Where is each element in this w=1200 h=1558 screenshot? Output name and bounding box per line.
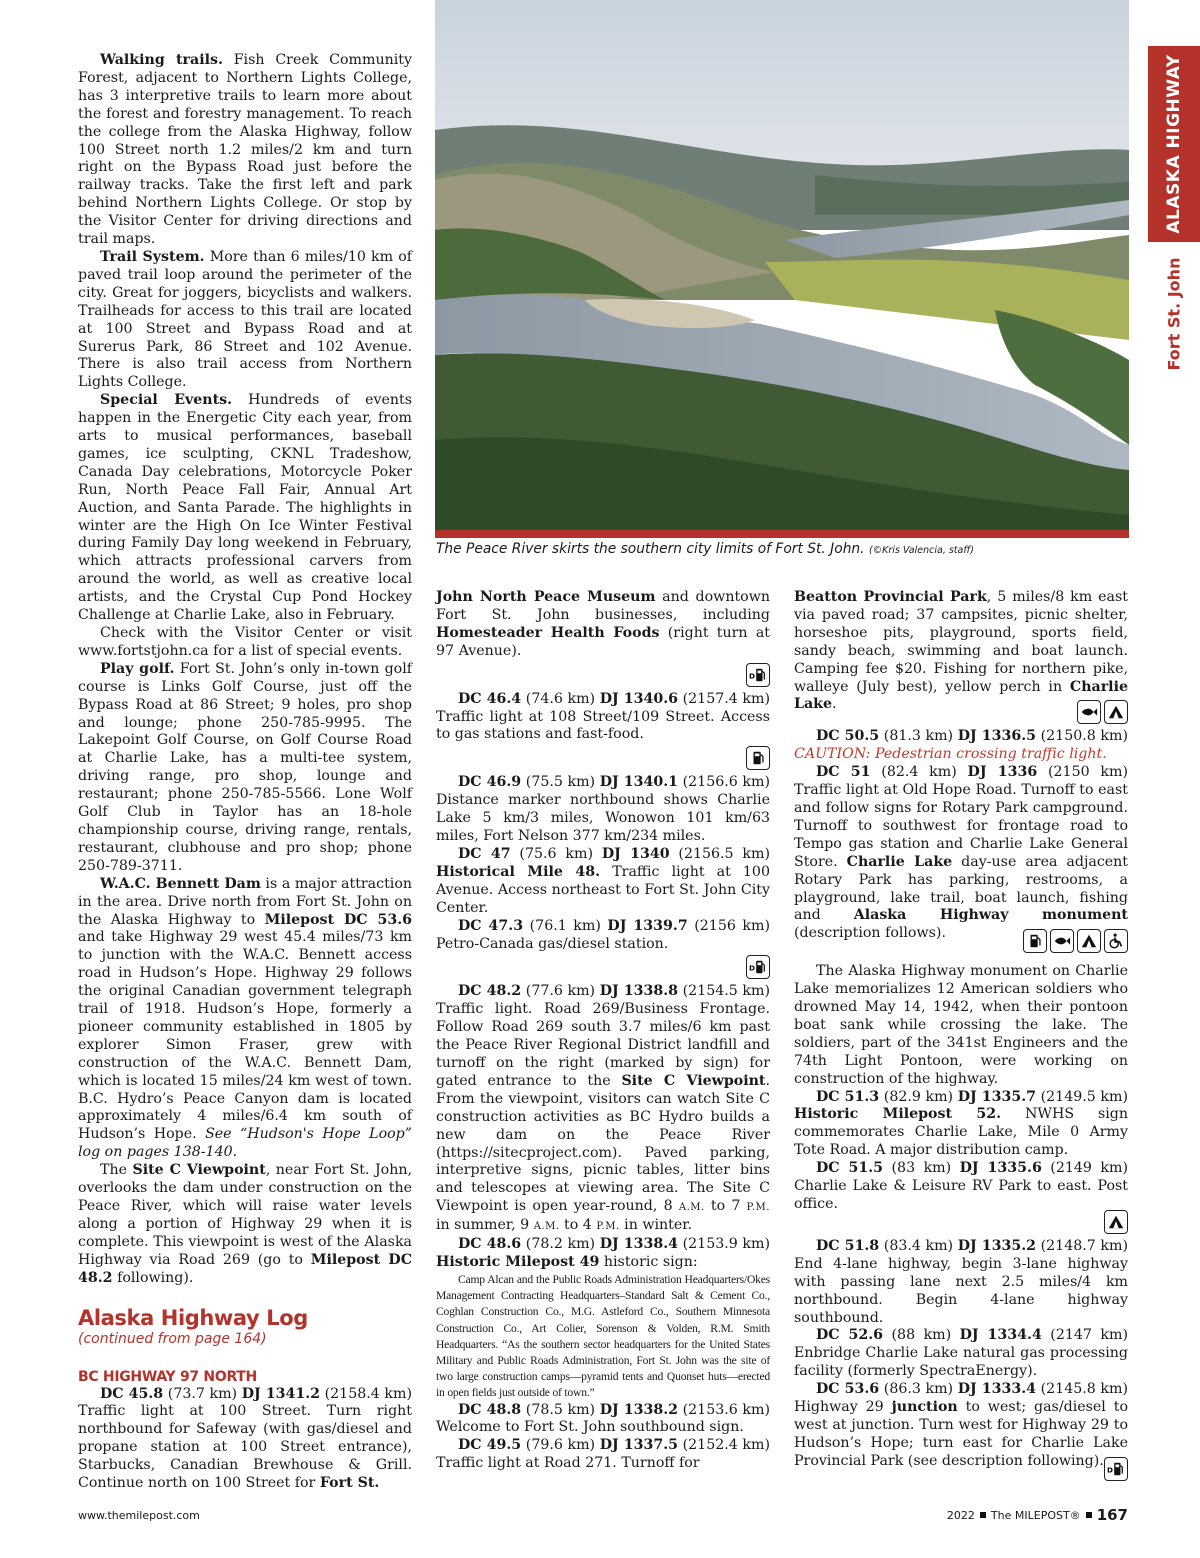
camping-icon [1077,929,1101,953]
log-entry-dc46-4: DC 46.4 (74.6 km) DJ 1340.6 (2157.4 km) Traffic light at 108 Street/109 Street. Access to gas stations and fast-food. [436,690,770,743]
column-3 [794,589,1128,1485]
footer-page-info [947,1506,1128,1524]
log-entry-dc48-2: DC 48.2 (77.6 km) DJ 1338.8 (2154.5 km) Traffic light. Road 269/Business Frontage. Follow Road 269 south 3.7 miles/6 km past the Peace River Regional District landfill and turnoff on the right (marked by sign) for gated entrance to the Site C Viewpoint. From the viewpoint, visitors can watch Site C construction activities as BC Hydro builds a new dam on the Peace River (https://sitecproject.com). Paved parking, interpretive signs, picnic tables, litter bins and telescopes at viewing area. The Site C Viewpoint is open year-round, 8 A.M. to 7 P.M. in summer, 9 A.M. to 4 P.M. in winter. [436,983,770,1234]
icon-row [436,955,770,979]
icon-row [794,700,1128,724]
fishing-icon [1050,929,1074,953]
camping-icon [1104,1210,1128,1234]
museum-paragraph: John North Peace Museum and downtown Fort St. John businesses, including Homesteader Health Foods (right turn at 97 Avenue). [436,589,770,659]
gas-diesel-icon [746,663,770,687]
special-events-paragraph: Special Events. Hundreds of events happen in the Energetic City each year, from arts to musical performances, baseball games, ice sculpting, CKNL Tradeshow, Canada Day celebrations, Motorcycle Poker Run, North Peace Fall Fair, Annual Art Auction, and Santa Parade. The highlights in winter are the High On Ice Winter Festival during Family Day long weekend in February, which attracts professional carvers from around the world, as well as creative local artists, and the Crystal Cup Pond Hockey Challenge at Charlie Lake, also in February. [78,392,412,624]
log-entry-dc53-6: DC 53.6 (86.3 km) DJ 1333.4 (2145.8 km) Highway 29 junction to west; gas/diesel to west at junction. Turn west for Highway 29 to Hudson’s Hope; turn east for Charlie Lake Provincial Park (see description following). [794,1381,1128,1469]
caption-text: The Peace River skirts the southern city limits of Fort St. John. [436,541,865,557]
peace-river-photo [435,0,1129,530]
log-entry-dc50-5: DC 50.5 (81.3 km) DJ 1336.5 (2150.8 km) CAUTION: Pedestrian crossing traffic light. [794,728,1128,763]
log-entry-dc47: DC 47 (75.6 km) DJ 1340 (2156.5 km) Historical Mile 48. Traffic light at 100 Avenue. Access northeast to Fort St. John City Center. [436,845,770,916]
log-entry-dc51-8: DC 51.8 (83.4 km) DJ 1335.2 (2148.7 km) End 4-lane highway, begin 3-lane highway with passing lane next 2.5 miles/4 km northbound. Begin 4-lane highway southbound. [794,1237,1128,1326]
gas-diesel-icon [1104,1457,1128,1481]
svg-text:D: D [1107,1465,1113,1475]
column-2 [436,589,770,1473]
log-entry-dc47-3: DC 47.3 (76.1 km) DJ 1339.7 (2156 km) Petro-Canada gas/diesel station. [436,917,770,952]
gas-icon [1023,929,1047,953]
section-tab-label: ALASKA HIGHWAY [1164,54,1184,234]
svg-text:D: D [749,671,755,681]
log-entry-dc51-3: DC 51.3 (82.9 km) DJ 1335.7 (2149.5 km) Historic Milepost 52. NWHS sign commemorates Charlie Lake, Mile 0 Army Tote Road. A major distribution camp. [794,1088,1128,1159]
section-tab [1148,46,1200,242]
icon-row [436,746,770,770]
footer-url: www.themilepost.com [78,1509,200,1522]
log-entry-dc48-8: DC 48.8 (78.5 km) DJ 1338.2 (2153.6 km) Welcome to Fort St. John southbound sign. [436,1401,770,1436]
city-tab-label: Fort St. John [1164,257,1184,371]
log-title: Alaska Highway Log [78,1305,308,1330]
photo-caption [436,541,1136,557]
camping-icon [1104,700,1128,724]
log-entry-dc51: DC 51 (82.4 km) DJ 1336 (2150 km) Traffic light at Old Hope Road. Turnoff to east and follow signs for Rotary Park campground. Turnoff to southwest for frontage road to Tempo gas station and Charlie Lake General Store. Charlie Lake day-use area adjacent Rotary Park has parking, restrooms, a playground, lake trail, boat launch, fishing and Alaska Highway monument (description follows). [794,764,1128,942]
log-entry-dc48-6: DC 48.6 (78.2 km) DJ 1338.4 (2153.9 km) Historic Milepost 49 historic sign: [436,1236,770,1270]
historic-sign-quote: Camp Alcan and the Public Roads Administration Headquarters/Okes Management Contracting Headquarters–Standard Salt & Cement Co., Coghlan Construction Co., M.G. Astleford Co., Southern Minnesota Construction Co., Art Colier, Sorenson & Volden, R.M. Smith Headquarters. “As the southern sector headquarters for the United States Military and Public Roads Administration, Fort St. John was the site of two large construction camps—pyramid tents and Quonset huts—erected in open fields just outside of town.” [436,1272,770,1400]
square-bullet-icon [980,1512,986,1518]
square-bullet-icon [1086,1512,1092,1518]
icon-row [436,663,770,687]
beatton-park-paragraph: Beatton Provincial Park, 5 miles/8 km east via paved road; 37 campsites, picnic shelter, horseshoe pits, playground, sports field, sandy beach, swimming and boat launch. Camping fee $20. Fishing for northern pike, walleye (July best), yellow perch in Charlie Lake. [794,589,1128,713]
city-tab [1148,246,1200,382]
bennett-dam-paragraph: W.A.C. Bennett Dam is a major attraction in the area. Drive north from Fort St. John on the Alaska Highway to Milepost DC 53.6 and take Highway 29 west 45.4 miles/73 km to junction with the W.A.C. Bennett access road in Hudson’s Hope. Highway 29 follows the original Canadian government telegraph trail of 1918. Hudson’s Hope, formerly a pioneer community established in 1805 by explorer Simon Fraser, grew with construction of the W.A.C. Bennett Dam, which is located 15 miles/24 km west of town. B.C. Hydro’s Peace Canyon dam is located approximately 4 miles/6.4 km south of Hudson’s Hope. See “Hudson's Hope Loop” log on pages 138-140. [78,875,413,1161]
visitor-center-paragraph: Check with the Visitor Center or visit www.fortstjohn.ca for a list of special events. [78,625,412,659]
photo-rule [435,530,1129,538]
site-c-paragraph: The Site C Viewpoint, near Fort St. John, overlooks the dam under construction on the Peace River, which will raise water levels along a portion of Highway 29 when it is complete. This viewpoint is west of the Alaska Highway via Road 269 (go to Milepost DC 48.2 following). [78,1162,413,1286]
photo-credit: (©Kris Valencia, staff) [868,545,974,556]
walking-trails-paragraph: Walking trails. Fish Creek Community Forest, adjacent to Northern Lights College, has 3 interpretive trails to learn more about the forest and forestry management. To reach the college from the Alaska Highway, follow 100 Street north 1.2 miles/2 km and turn right on the Bypass Road just before the railway tracks. Take the first left and park behind Northern Lights College. Or stop by the Visitor Center for driving directions and trail maps. [78,52,412,248]
column-1 [78,52,412,1493]
gas-icon [746,746,770,770]
footer-year: 2022 [946,1508,975,1522]
monument-paragraph: The Alaska Highway monument on Charlie Lake memorializes 12 American soldiers who drowned May 14, 1942, when their pontoon boat sank while crossing the lake. The soldiers, part of the 341st Engineers and the 74th Light Pontoon, were working on construction of the highway. [794,963,1128,1087]
log-subtitle: (continued from page 164) [78,1330,267,1347]
log-entry-dc52-6: DC 52.6 (88 km) DJ 1334.4 (2147 km) Enbridge Charlie Lake natural gas processing facility (formerly SpectraEnergy). [794,1327,1129,1380]
svg-text:D: D [749,964,755,974]
golf-paragraph: Play golf. Fort St. John’s only in-town golf course is Links Golf Course, just off the Bypass Road at 86 Street; 9 holes, pro shop and lounge; phone 250-785-9995. The Lakepoint Golf Course, on Golf Course Road at Charlie Lake, has a multi-tee system, driving range, pro shop, lounge and restaurant; phone 250-785-5566. Lone Wolf Golf Club in Taylor has an 18-hole championship course, driving range, rentals, restaurant, clubhouse and pro shop; phone 250-789-3711. [78,660,412,874]
log-section-heading: BC HIGHWAY 97 NORTH [78,1368,257,1385]
trail-system-paragraph: Trail System. More than 6 miles/10 km of paved trail loop around the perimeter of the city. Great for joggers, bicyclists and walkers. Trailheads for access to this trail are located at 100 Street and Bypass Road and at Surerus Park, 86 Street and 102 Avenue. There is also trail access from Northern Lights College. [78,248,413,391]
log-entry-dc51-5: DC 51.5 (83 km) DJ 1335.6 (2149 km) Charlie Lake & Leisure RV Park to east. Post office. [794,1160,1129,1212]
page-number: 167 [1096,1506,1128,1524]
gas-diesel-icon [746,955,770,979]
icon-row [794,1210,1128,1234]
log-entry-dc45-8: DC 45.8 (73.7 km) DJ 1341.2 (2158.4 km) Traffic light at 100 Street. Turn right northbound for Safeway (with gas/diesel and propane station at 100 Street entrance), Starbucks, Canadian Brewhouse & Grill. Continue north on 100 Street for Fort St. [78,1385,412,1492]
fishing-icon [1077,700,1101,724]
log-entry-dc49-5: DC 49.5 (79.6 km) DJ 1337.5 (2152.4 km) Traffic light at Road 271. Turnoff for [436,1437,770,1472]
log-entry-dc46-9: DC 46.9 (75.5 km) DJ 1340.1 (2156.6 km) Distance marker northbound shows Charlie Lake 5 km/3 miles, Wonowon 101 km/63 miles, Fort Nelson 377 km/234 miles. [436,774,770,845]
accessible-icon [1104,929,1128,953]
footer-brand: The MILEPOST® [990,1508,1081,1522]
